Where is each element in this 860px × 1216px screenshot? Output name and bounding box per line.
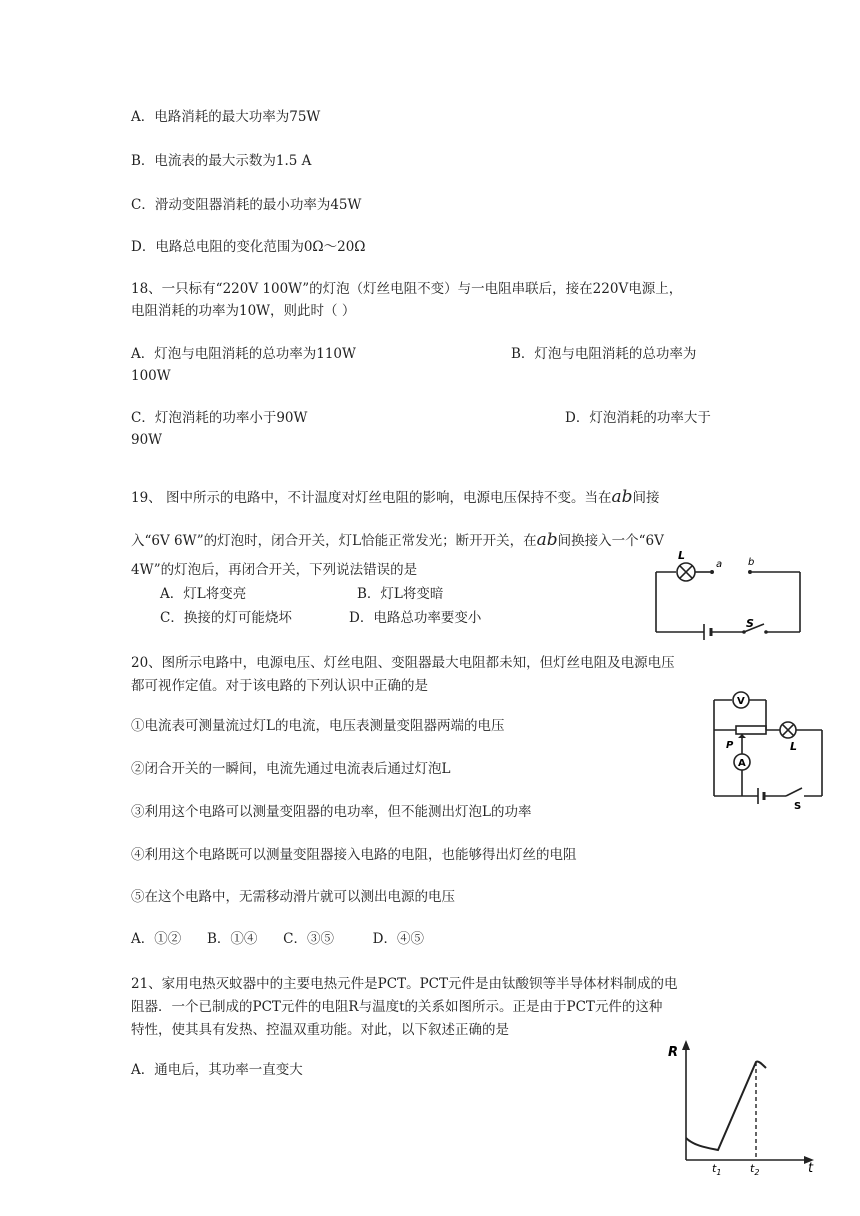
q19-stem-line3: 4W”的灯泡后，再闭合开关，下列说法错误的是	[131, 562, 418, 578]
q18-option-d: D．灯泡消耗的功率大于	[565, 410, 711, 426]
q18-stem-line2: 电阻消耗的功率为10W，则此时（ ）	[131, 303, 356, 319]
q20-fig-v-label: V	[737, 696, 745, 707]
q18-option-b-cont: 100W	[131, 368, 171, 384]
q19-circuit-diagram	[648, 548, 808, 638]
q20-statement-5: ⑤在这个电路中，无需移动滑片就可以测出电源的电压	[131, 889, 455, 905]
q20-rheostat-icon	[736, 726, 766, 734]
q19-stem-line2-post: 间换接入一个“6V	[557, 533, 664, 549]
q21-y-label: R	[668, 1045, 679, 1060]
q21-stem-line3: 特性，使其具有发热、控温双重功能。对此，以下叙述正确的是	[131, 1022, 509, 1038]
q17-option-d: D．电路总电阻的变化范围为0Ω～20Ω	[131, 239, 366, 255]
q17-option-b: B．电流表的最大示数为1.5 A	[131, 153, 312, 169]
q19-stem-line1-pre: 19、 图中所示的电路中，不计温度对灯丝电阻的影响，电源电压保持不变。当在	[131, 490, 612, 506]
q20-options: A．①② B．①④ C．③⑤ D．④⑤	[131, 931, 424, 947]
q20-circuit-diagram	[708, 692, 828, 810]
q20-stem-line1: 20、图所示电路中，电源电压、灯丝电阻、变阻器最大电阻都未知，但灯丝电阻及电源电压	[131, 655, 675, 671]
q20-fig-switch-label: S	[794, 801, 802, 812]
q19-stem-line1	[131, 488, 660, 507]
q17-option-a: A．电路消耗的最大功率为75W	[131, 109, 321, 125]
q17-option-c: C．滑动变阻器消耗的最小功率为45W	[131, 197, 362, 213]
q18-option-b: B．灯泡与电阻消耗的总功率为	[511, 346, 697, 362]
q19-option-b: B．灯L将变暗	[357, 586, 444, 602]
q20-fig-p-label: P	[726, 740, 734, 751]
q21-resistance-temperature-graph	[662, 1038, 822, 1208]
q21-option-a: A．通电后，其功率一直变大	[131, 1062, 303, 1078]
q21-t2-label: $t_2$	[750, 1162, 760, 1177]
q20-fig-a-label: A	[738, 758, 746, 769]
q18-stem-line1: 18、一只标有“220V 100W”的灯泡（灯丝电阻不变）与一电阻串联后，接在220V电源上，	[131, 281, 683, 297]
q18-option-d-cont: 90W	[131, 432, 163, 448]
q19-fig-lamp-label: L	[678, 549, 686, 562]
q20-statement-2: ②闭合开关的一瞬间，电流先通过电流表后通过灯泡L	[131, 761, 451, 777]
q19-option-c: C．换接的灯可能烧坏	[160, 610, 292, 626]
q19-fig-a-label: a	[716, 559, 723, 570]
q19-ab-label-1: ab	[611, 487, 633, 507]
q19-fig-switch-label: S	[746, 617, 754, 630]
q21-t1-label: $t_1$	[712, 1162, 722, 1177]
q18-option-a: A．灯泡与电阻消耗的总功率为110W	[131, 346, 356, 362]
q20-statement-1: ①电流表可测量流过灯L的电流，电压表测量变阻器两端的电压	[131, 718, 505, 734]
q21-stem-line2: 阻器．一个已制成的PCT元件的电阻R与温度t的关系如图所示。正是由于PCT元件的这种	[131, 999, 663, 1015]
q18-option-c: C．灯泡消耗的功率小于90W	[131, 410, 308, 426]
q19-stem-line2	[131, 531, 664, 550]
q21-resistance-curve	[686, 1061, 766, 1150]
q19-ab-label-2: ab	[536, 530, 558, 550]
q20-statement-4: ④利用这个电路既可以测量变阻器接入电路的电阻，也能够得出灯丝的电阻	[131, 847, 577, 863]
q19-option-d: D．电路总功率要变小	[349, 610, 482, 626]
q19-stem-line1-post: 间接	[632, 490, 660, 506]
q20-stem-line2: 都可视作定值。对于该电路的下列认识中正确的是	[131, 678, 428, 694]
q20-statement-3: ③利用这个电路可以测量变阻器的电功率，但不能测出灯泡L的功率	[131, 804, 532, 820]
q19-fig-b-label: b	[748, 557, 755, 568]
q21-x-label: t	[808, 1161, 814, 1176]
q19-option-a: A．灯L将变亮	[160, 586, 247, 602]
q19-stem-line2-pre: 入“6V 6W”的灯泡时，闭合开关，灯L恰能正常发光；断开开关，在	[131, 533, 537, 549]
q20-fig-lamp-label: L	[790, 740, 798, 753]
q20-switch-icon	[786, 788, 802, 796]
q21-stem-line1: 21、家用电热灭蚊器中的主要电热元件是PCT。PCT元件是由钛酸钡等半导体材料制成的电	[131, 976, 678, 992]
